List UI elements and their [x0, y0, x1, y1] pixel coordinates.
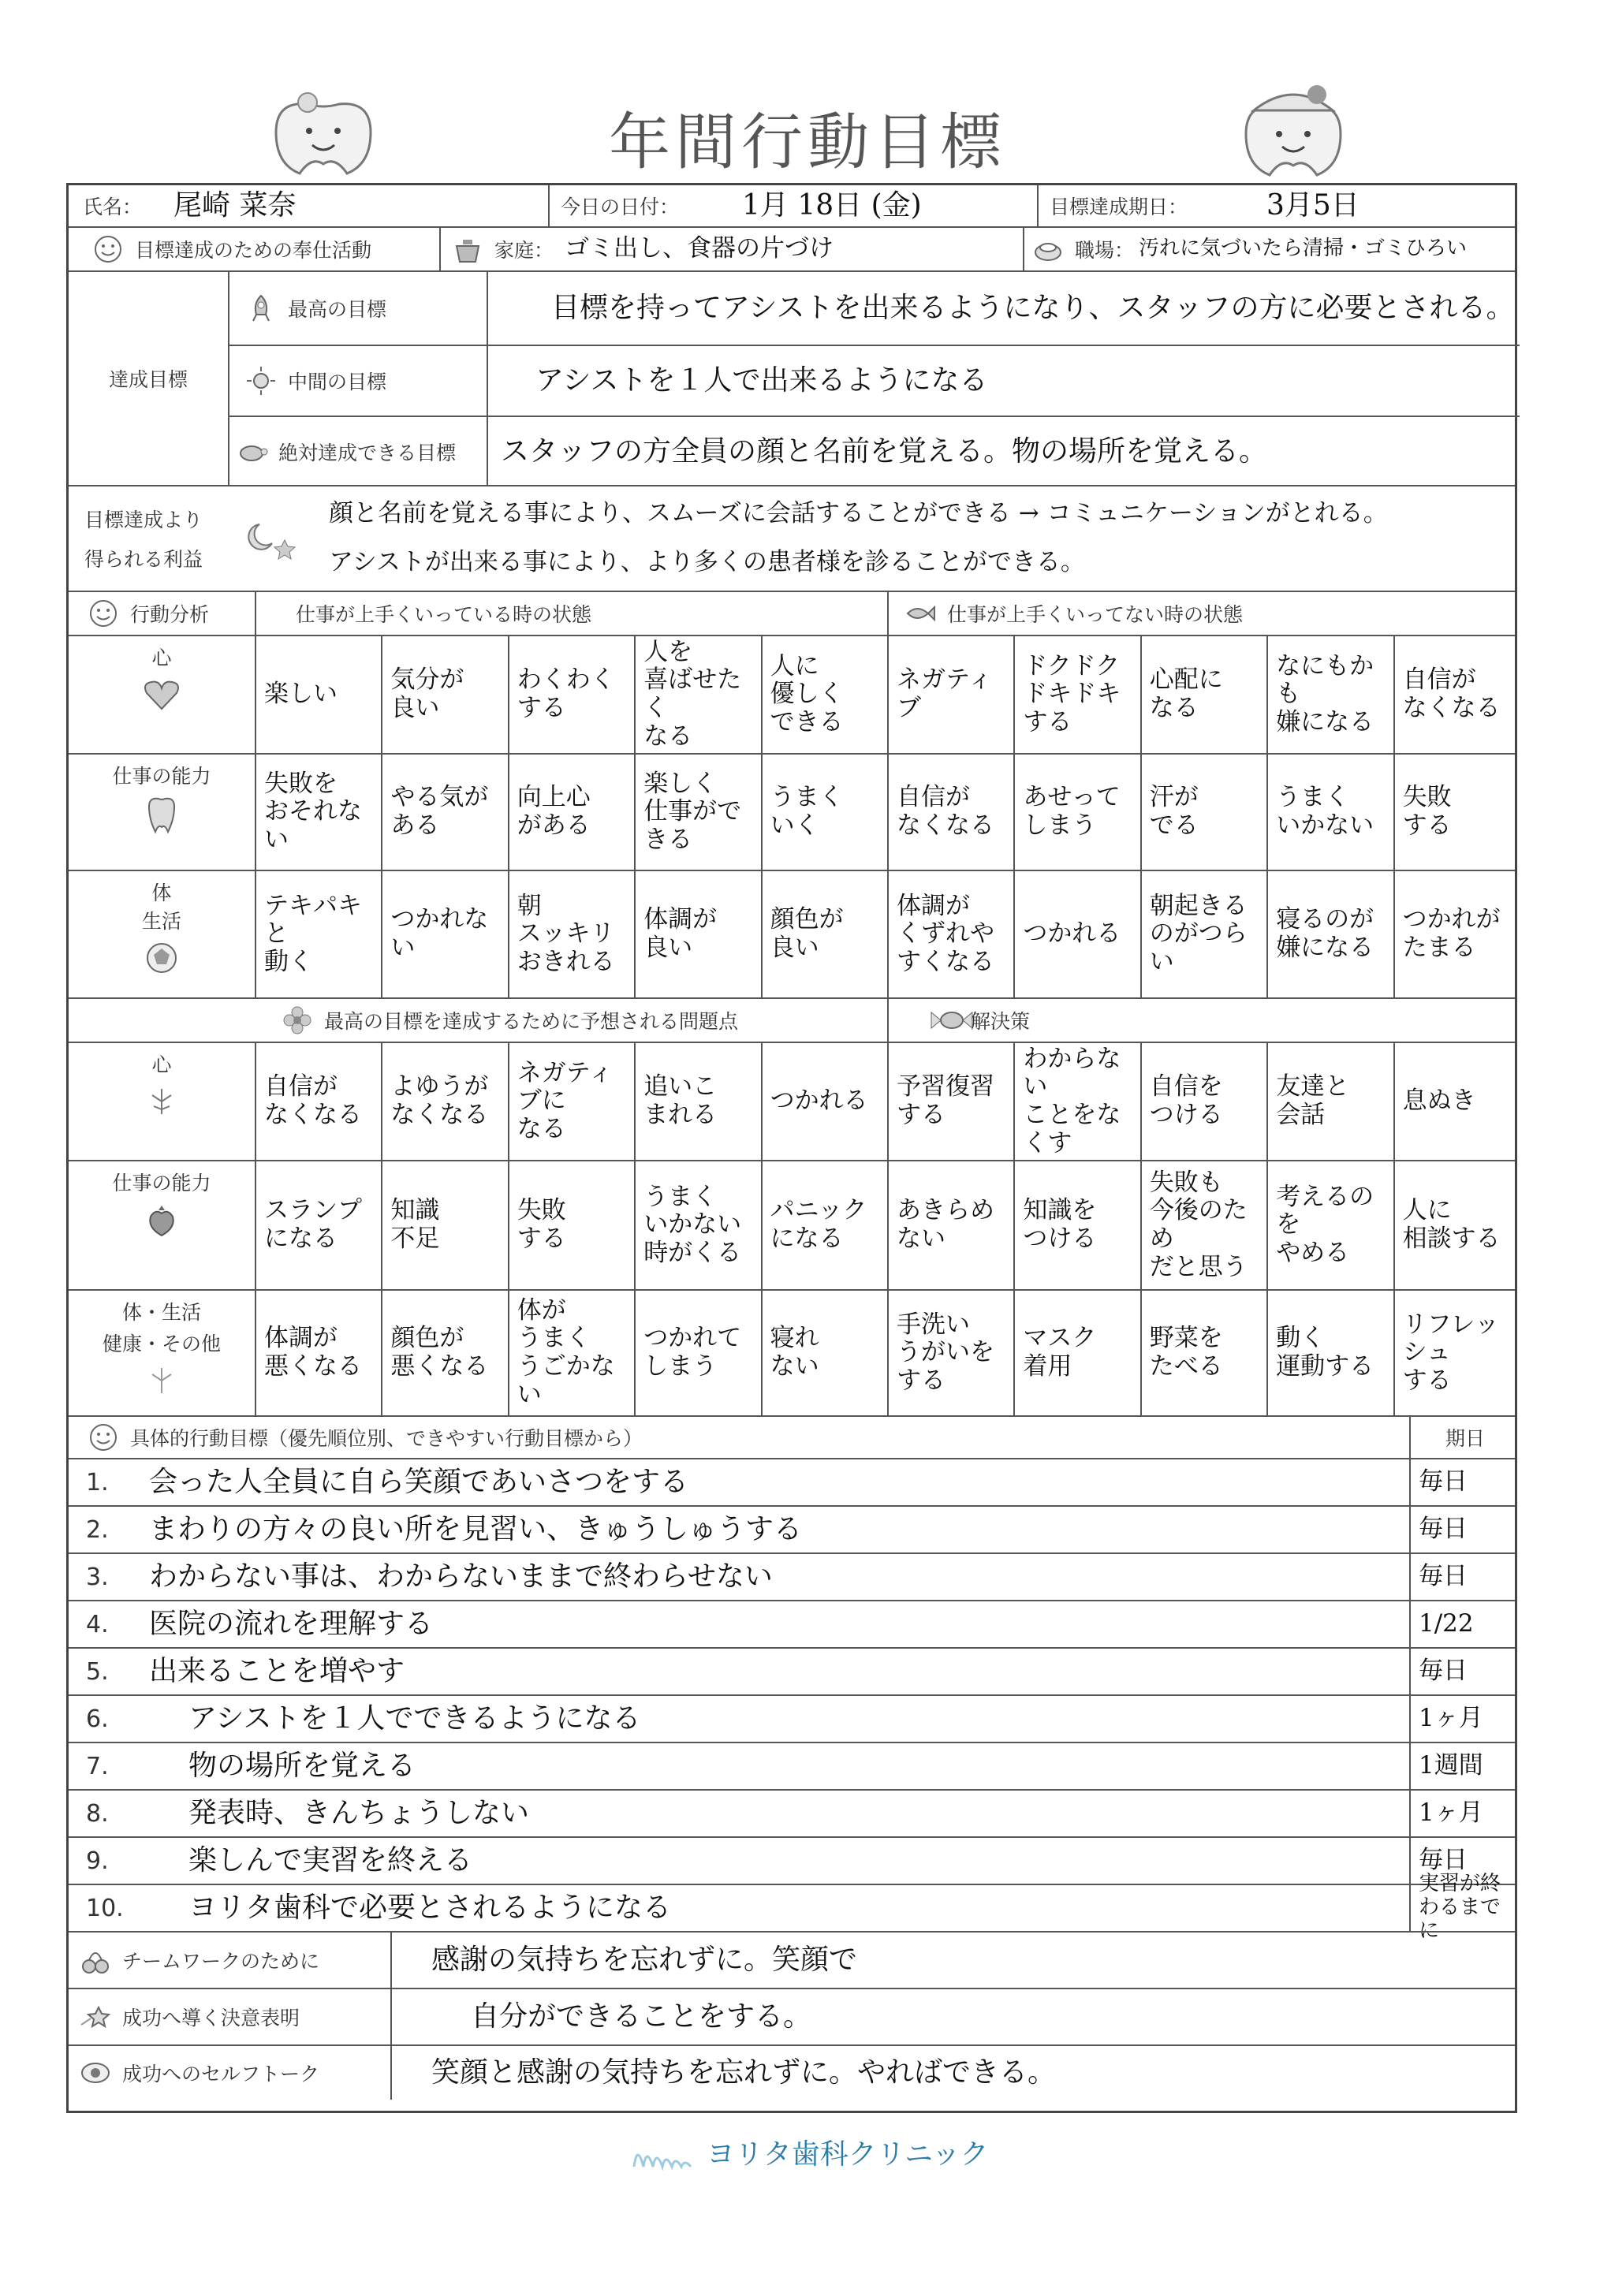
action-text: ヨリタ歯科で必要とされるようになる — [188, 1892, 672, 1925]
bad-state-cell: 心配に なる — [1149, 665, 1223, 722]
action-number: 5. — [86, 1657, 109, 1686]
date-value: 1月 18日 (金) — [742, 189, 922, 222]
solution-cell: 自信を つける — [1149, 1072, 1223, 1129]
action-item — [69, 1552, 1515, 1600]
flower-icon — [282, 1004, 313, 1036]
smile-icon — [88, 1422, 119, 1453]
problem-cell: うまく いかない 時がくる — [643, 1182, 742, 1267]
problem-cell: ネガティブに なる — [517, 1058, 614, 1143]
problem-row-label: 体・生活 健康・その他 — [102, 1301, 221, 1355]
bad-state-cell: 自信が なくなる — [1402, 665, 1501, 722]
bad-state-cell: 自信が なくなる — [897, 783, 994, 840]
action-item — [69, 1694, 1515, 1742]
action-text: 楽しんで実習を終える — [188, 1844, 473, 1877]
bad-state-cell: なにもかも 嫌になる — [1276, 651, 1374, 736]
action-deadline: 毎日 — [1419, 1562, 1468, 1591]
actions-header-row — [69, 1415, 1515, 1458]
problem-cell: 顔色が 悪くなる — [390, 1324, 489, 1381]
good-state-cell: テキパキと 動く — [264, 891, 362, 976]
action-number: 9. — [86, 1847, 109, 1875]
action-item — [69, 1742, 1515, 1789]
shooting-star-icon — [80, 2001, 111, 2033]
problem-row — [69, 1289, 1515, 1415]
goals-section-label: 達成目標 — [108, 368, 188, 391]
solution-cell: わからない ことをなくす — [1023, 1044, 1121, 1157]
action-deadline: 毎日 — [1419, 1515, 1468, 1544]
analysis-label: 行動分析 — [130, 603, 210, 626]
good-state-cell: 楽しい — [264, 680, 338, 709]
solution-cell: 考えるのを やめる — [1276, 1182, 1374, 1267]
action-text: まわりの方々の良い所を見習い、きゅうしゅうする — [149, 1513, 803, 1546]
analysis-row — [69, 635, 1515, 753]
action-deadline: 1週間 — [1419, 1751, 1483, 1780]
actions-deadline-header: 期日 — [1445, 1427, 1485, 1450]
analysis-row-label: 心 — [151, 647, 172, 669]
problem-cell: 知識 不足 — [390, 1196, 440, 1253]
solution-cell: 予習復習 する — [897, 1072, 994, 1129]
closing-value: 自分ができることをする。 — [471, 2000, 812, 2033]
action-text: わからない事は、わからないままで終わらせない — [149, 1560, 773, 1593]
action-number: 6. — [86, 1705, 109, 1733]
closing-row — [69, 1931, 1515, 1988]
bad-state-cell: 寝るのが 嫌になる — [1276, 905, 1374, 962]
tree-icon — [144, 1086, 179, 1120]
action-deadline: 毎日 — [1419, 1657, 1468, 1686]
good-state-cell: わくわく する — [517, 665, 615, 722]
star-moon-icon — [244, 516, 299, 567]
service-label: 目標達成のための奉仕活動 — [135, 239, 372, 262]
header-row — [69, 185, 1515, 226]
action-number: 3. — [86, 1563, 109, 1591]
problem-cell: 失敗 する — [517, 1196, 566, 1253]
analysis-header-row — [69, 591, 1515, 635]
strawberry-icon — [144, 1204, 179, 1242]
benefits-label-1: 目標達成より — [84, 509, 203, 531]
problems-header: 最高の目標を達成するために予想される問題点 — [324, 1010, 739, 1033]
smile-icon — [92, 233, 124, 265]
tooth-icon — [144, 796, 179, 838]
name-label: 氏名： — [83, 196, 143, 218]
bad-state-cell: 汗が でる — [1149, 783, 1199, 840]
action-text: 出来ることを増やす — [149, 1655, 405, 1688]
cherry-icon — [80, 1944, 111, 1976]
deadline-label: 目標達成期日： — [1050, 196, 1188, 218]
goal-label-middle: 中間の目標 — [288, 371, 387, 393]
solution-cell: 動く 運動する — [1276, 1324, 1374, 1381]
solution-cell: 息ぬき — [1402, 1086, 1476, 1116]
solution-cell: 友達と 会話 — [1276, 1072, 1350, 1129]
date-label: 今日の日付： — [561, 196, 680, 218]
goals-block — [69, 270, 1515, 485]
closing-label: 成功へのセルフトーク — [122, 2063, 320, 2085]
good-state-cell: うまく いく — [770, 783, 844, 840]
action-deadline: 実習が終わるまでに — [1419, 1872, 1501, 1943]
action-item — [69, 1836, 1515, 1884]
action-text: 物の場所を覚える — [188, 1750, 416, 1783]
action-text: 会った人全員に自ら笑顔であいさつをする — [149, 1466, 689, 1499]
bad-state-cell: ドクドク ドキドキ する — [1023, 651, 1121, 736]
problem-cell: パニック になる — [770, 1196, 867, 1253]
good-state-cell: やる気が ある — [390, 783, 489, 840]
goal-value-absolute: スタッフの方全員の顔と名前を覚える。物の場所を覚える。 — [501, 435, 1268, 468]
analysis-row-label: 仕事の能力 — [112, 765, 211, 788]
clinic-logo — [0, 2132, 1615, 2172]
goal-label-absolute: 絶対達成できる目標 — [278, 442, 457, 464]
problem-cell: スランプ になる — [264, 1196, 362, 1253]
sun-icon — [245, 365, 277, 397]
solution-header: 解決策 — [971, 1010, 1031, 1033]
smile-icon — [88, 598, 119, 629]
deadline-value: 3月5日 — [1266, 189, 1360, 222]
turtle-icon — [236, 436, 267, 468]
service-row — [69, 226, 1515, 270]
problems-header-row — [69, 997, 1515, 1042]
goal-label-top: 最高の目標 — [288, 298, 387, 321]
closing-label: 成功へ導く決意表明 — [122, 2007, 300, 2030]
bad-state-cell: うまく いかない — [1276, 783, 1374, 840]
action-text: 医院の流れを理解する — [149, 1608, 434, 1641]
problem-cell: 寝れ ない — [770, 1324, 819, 1381]
solution-cell: 失敗も 今後のため だと思う — [1149, 1168, 1248, 1281]
action-deadline: 1ヶ月 — [1419, 1704, 1483, 1733]
problem-row — [69, 1042, 1515, 1160]
good-state-cell: 顔色が 良い — [770, 905, 844, 962]
action-item — [69, 1505, 1515, 1552]
bad-state-cell: つかれが たまる — [1402, 905, 1501, 962]
benefit-line: 顔と名前を覚える事により、スムーズに会話することができる → コミュニケーションがとれる。 — [329, 499, 1388, 528]
analysis-row — [69, 870, 1515, 997]
cup-icon — [1032, 233, 1064, 265]
heart-icon — [142, 677, 181, 715]
problem-cell: 体が うまく うごかない — [517, 1295, 615, 1409]
action-item — [69, 1789, 1515, 1836]
good-state-cell: つかれない — [390, 905, 489, 962]
page-title: 年間行動目標 — [608, 107, 1006, 178]
solution-cell: リフレッシュ する — [1402, 1310, 1500, 1395]
action-item — [69, 1872, 1515, 1943]
goal-sheet — [66, 183, 1517, 2113]
bad-state-header: 仕事が上手くいってない時の状態 — [947, 603, 1244, 626]
problem-cell: 体調が 悪くなる — [264, 1324, 362, 1381]
solution-cell: 野菜を たべる — [1149, 1324, 1223, 1381]
problem-cell: 自信が なくなる — [264, 1072, 362, 1129]
benefits-label-2: 得られる利益 — [84, 548, 203, 571]
goal-value-top: 目標を持ってアシストを出来るようになり、スタッフの方に必要とされる。 — [551, 292, 1515, 325]
rocket-icon — [245, 293, 277, 324]
good-state-cell: 朝 スッキリ おきれる — [517, 891, 615, 976]
good-state-cell: 気分が 良い — [390, 665, 464, 722]
goal-value-middle: アシストを１人で出来るようになる — [535, 364, 988, 397]
problem-cell: 追いこ まれる — [643, 1072, 718, 1129]
action-deadline: 毎日 — [1419, 1467, 1468, 1496]
eye-icon — [80, 2057, 111, 2089]
good-state-cell: 楽しく 仕事ができる — [643, 769, 742, 854]
tree-icon — [144, 1365, 179, 1400]
closing-value: 感謝の気持ちを忘れずに。笑顔で — [431, 1944, 858, 1977]
problem-row-label: 仕事の能力 — [112, 1172, 211, 1195]
bad-state-cell: つかれる — [1023, 919, 1121, 949]
action-deadline: 1ヶ月 — [1419, 1798, 1483, 1828]
good-state-cell: 体調が 良い — [643, 905, 718, 962]
work-label: 職場： — [1075, 239, 1135, 262]
problem-row — [69, 1160, 1515, 1289]
name-value: 尾崎 菜奈 — [173, 189, 297, 222]
pot-icon — [452, 233, 483, 265]
action-deadline: 1/22 — [1419, 1609, 1474, 1638]
logo-swirl-icon — [626, 2140, 697, 2171]
benefits-row — [69, 485, 1515, 591]
fish-icon — [904, 598, 936, 629]
action-deadline: 毎日 — [1419, 1846, 1468, 1875]
benefit-line: アシストが出来る事により、より多くの患者様を診ることができる。 — [329, 548, 1085, 577]
action-number: 10. — [86, 1894, 124, 1922]
action-item — [69, 1458, 1515, 1505]
action-item — [69, 1647, 1515, 1694]
home-value: ゴミ出し、食器の片づけ — [565, 234, 834, 263]
action-text: アシストを１人でできるようになる — [188, 1702, 641, 1735]
solution-cell: 手洗い うがいを する — [897, 1310, 994, 1395]
action-number: 1. — [86, 1468, 109, 1496]
problem-cell: つかれて しまう — [643, 1324, 742, 1381]
candy-icon — [928, 1004, 960, 1036]
good-state-cell: 向上心 がある — [517, 783, 591, 840]
solution-cell: マスク 着用 — [1023, 1324, 1097, 1381]
good-state-cell: 失敗を おそれない — [264, 769, 362, 854]
bad-state-cell: 朝起きる のがつらい — [1149, 891, 1248, 976]
problem-cell: つかれる — [770, 1086, 868, 1116]
analysis-row — [69, 753, 1515, 870]
actions-header: 具体的行動目標（優先順位別、できやすい行動目標から） — [130, 1427, 643, 1450]
closing-value: 笑顔と感謝の気持ちを忘れずに。やればできる。 — [431, 2056, 1057, 2089]
good-state-header: 仕事が上手くいっている時の状態 — [296, 603, 592, 626]
action-number: 7. — [86, 1752, 109, 1780]
solution-cell: 人に 相談する — [1402, 1196, 1501, 1253]
good-state-cell: 人を 喜ばせたく なる — [643, 637, 742, 751]
problem-row-label: 心 — [151, 1053, 172, 1076]
bad-state-cell: ネガティブ — [897, 665, 993, 722]
problem-cell: よゆうが なくなる — [390, 1072, 489, 1129]
clinic-name: ヨリタ歯科クリニック — [706, 2138, 989, 2171]
action-number: 8. — [86, 1799, 109, 1828]
solution-cell: あきらめ ない — [897, 1196, 994, 1253]
good-state-cell: 人に 優しく できる — [770, 651, 844, 736]
closing-row — [69, 2044, 1515, 2100]
action-text: 発表時、きんちょうしない — [188, 1797, 530, 1830]
bad-state-cell: 失敗 する — [1402, 783, 1452, 840]
closing-row — [69, 1988, 1515, 2044]
work-value: 汚れに気づいたら清掃・ゴミひろい — [1139, 237, 1468, 261]
action-item — [69, 1600, 1515, 1647]
home-label: 家庭： — [494, 239, 554, 262]
action-number: 4. — [86, 1610, 109, 1638]
bad-state-cell: 体調が くずれやすくなる — [897, 891, 994, 976]
action-number: 2. — [86, 1515, 109, 1544]
bad-state-cell: あせって しまう — [1023, 783, 1121, 840]
tooth-mascot-icon — [1222, 79, 1364, 181]
analysis-row-label: 体 生活 — [141, 882, 181, 933]
solution-cell: 知識を つける — [1023, 1196, 1097, 1253]
closing-label: チームワークのために — [122, 1950, 320, 1973]
ball-icon — [144, 941, 179, 978]
